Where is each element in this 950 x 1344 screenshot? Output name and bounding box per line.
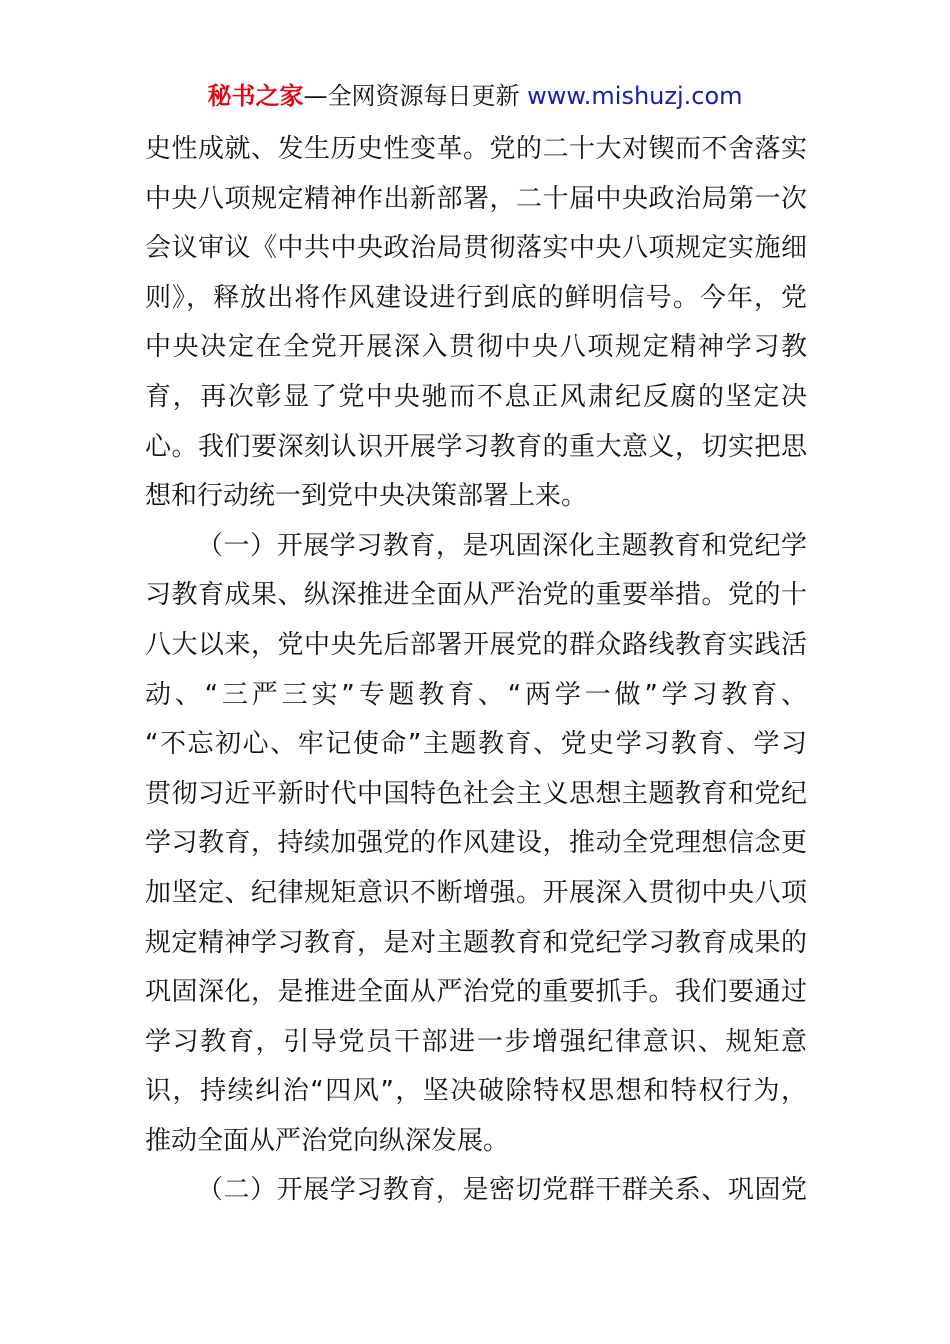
text-line: 学习教育，引导党员干部进一步增强纪律意识、规矩意 bbox=[145, 1026, 807, 1057]
text-line-paragraph-end: 推动全面从严治党向纵深发展。 bbox=[145, 1125, 510, 1156]
document-body bbox=[145, 125, 807, 1216]
text-line: 学习教育，持续加强党的作风建设，推动全党理想信念更 bbox=[145, 828, 807, 859]
site-url-link[interactable]: www.mishuzj.com bbox=[527, 82, 743, 110]
text-line: “不忘初心、牢记使命”主题教育、党史学习教育、学习 bbox=[145, 729, 807, 760]
brand-name: 秘书之家 bbox=[207, 82, 304, 110]
text-line: 会议审议《中共中央政治局贯彻落实中央八项规定实施细 bbox=[145, 233, 807, 264]
text-line: 规定精神学习教育，是对主题教育和党纪学习教育成果的 bbox=[145, 927, 807, 958]
text-line: 史性成就、发生历史性变革。党的二十大对锲而不舍落实 bbox=[145, 134, 807, 164]
text-line: 动、“三严三实”专题教育、“两学一做”学习教育、 bbox=[145, 679, 807, 710]
text-line: 育，再次彰显了党中央驰而不息正风肃纪反腐的坚定决 bbox=[145, 381, 807, 412]
text-line: 则》，释放出将作风建设进行到底的鲜明信号。今年，党 bbox=[145, 282, 807, 313]
header-tagline: —全网资源每日更新 bbox=[303, 82, 528, 110]
text-line: 中央决定在全党开展深入贯彻中央八项规定精神学习教 bbox=[145, 332, 807, 363]
text-line-paragraph-end: 想和行动统一到党中央决策部署上来。 bbox=[145, 481, 588, 512]
text-line: 心。我们要深刻认识开展学习教育的重大意义，切实把思 bbox=[145, 431, 807, 462]
text-line: 加坚定、纪律规矩意识不断增强。开展深入贯彻中央八项 bbox=[145, 877, 807, 908]
text-line-paragraph-start: （二）开展学习教育，是密切党群干群关系、巩固党 bbox=[197, 1175, 807, 1206]
text-line-paragraph-start: （一）开展学习教育，是巩固深化主题教育和党纪学 bbox=[197, 530, 807, 561]
text-line: 习教育成果、纵深推进全面从严治党的重要举措。党的十 bbox=[145, 580, 807, 611]
text-line: 巩固深化，是推进全面从严治党的重要抓手。我们要通过 bbox=[145, 977, 807, 1008]
text-line: 中央八项规定精神作出新部署，二十届中央政治局第一次 bbox=[145, 183, 807, 214]
text-line: 八大以来，党中央先后部署开展党的群众路线教育实践活 bbox=[145, 629, 807, 660]
text-line: 贯彻习近平新时代中国特色社会主义思想主题教育和党纪 bbox=[145, 778, 807, 809]
page-header bbox=[0, 80, 950, 112]
text-line: 识，持续纠治“四风”，坚决破除特权思想和特权行为， bbox=[145, 1076, 807, 1107]
